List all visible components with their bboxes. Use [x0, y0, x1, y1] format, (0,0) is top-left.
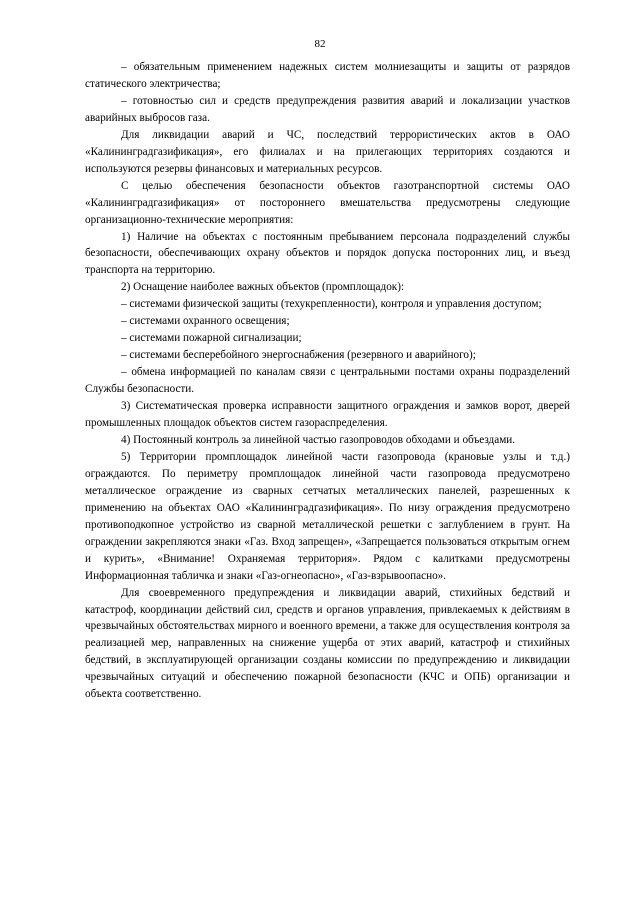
paragraph: – готовностью сил и средств предупреждения развития аварий и локализации участков аварийных выбросов газа.: [85, 94, 570, 124]
paragraph: – обязательным применением надежных систем молниезащиты и защиты от разрядов статического электричества;: [85, 61, 570, 90]
page-number: 82: [314, 38, 326, 50]
paragraph: 1) Наличие на объектах с постоянным пребыванием персонала подразделений службы безопасности, обеспечивающих охрану объектов и порядок допуска посторонних лиц, и въезд транспорта на территорию.: [85, 230, 570, 277]
paragraph: – системами физической защиты (техукрепленности), контроля и управления доступом;: [121, 298, 542, 311]
paragraph: Для своевременного предупреждения и ликвидации аварий, стихийных бедствий и катастроф, координации действий сил, средств и органов управления, привлекаемых к действиям в чрезвычайных обстоятельствах мирного и военного времени, а также для осуществления контроля за реализацией мер, направленных на снижение ущерба от этих аварий, катастроф и стихийных бедствий, в эксплуатирующей организации созданы комиссии по предупреждению и ликвидации чрезвычайных ситуаций и обеспечению пожарной безопасности (КЧС и ОПБ) организации и объекта соответственно.: [85, 586, 570, 701]
paragraph: 2) Оснащение наиболее важных объектов (промплощадок):: [121, 281, 405, 294]
paragraph: Для ликвидации аварий и ЧС, последствий террористических актов в ОАО «Калининградгазификация», его филиалах и на прилегающих территориях создаются и используются резервы финансовых и материальных ресурсов.: [85, 128, 570, 175]
paragraph: С целью обеспечения безопасности объектов газотранспортной системы ОАО «Калининградгазификация» от постороннего вмешательства предусмотрены следующие организационно-технические мероприятия:: [85, 179, 570, 226]
paragraph: 4) Постоянный контроль за линейной частью газопроводов обходами и объездами.: [121, 433, 516, 446]
paragraph: – системами охранного освещения;: [121, 315, 290, 328]
paragraph: – обмена информацией по каналам связи с центральными постами охраны подразделений Службы безопасности.: [85, 366, 570, 396]
document-body: [85, 59, 570, 703]
paragraph: – системами бесперебойного энергоснабжения (резервного и аварийного);: [121, 349, 476, 362]
paragraph: 3) Систематическая проверка исправности защитного ограждения и замков ворот, дверей промышленных площадок объектов систем газораспределения.: [85, 400, 570, 430]
paragraph: 5) Территории промплощадок линейной части газопровода (крановые узлы и т.д.) ограждаются. По периметру промплощадок линейной части газопровода предусмотрено металлическое ограждение из сварных сетчатых металлических панелей, разрешенных к применению на объектах ОАО «Калининградгазификация». По низу ограждения предусмотрено противоподкопное устройство из сварной металлической решетки с заглублением в грунт. На ограждении закрепляются знаки «Газ. Вход запрещен», «Запрещается пользоваться открытым огнем и курить», «Внимание! Охраняемая территория». Рядом с калитками предусмотрены Информационная табличка и знаки «Газ-огнеопасно», «Газ-взрывоопасно».: [85, 450, 570, 582]
paragraph: – системами пожарной сигнализации;: [121, 332, 302, 345]
